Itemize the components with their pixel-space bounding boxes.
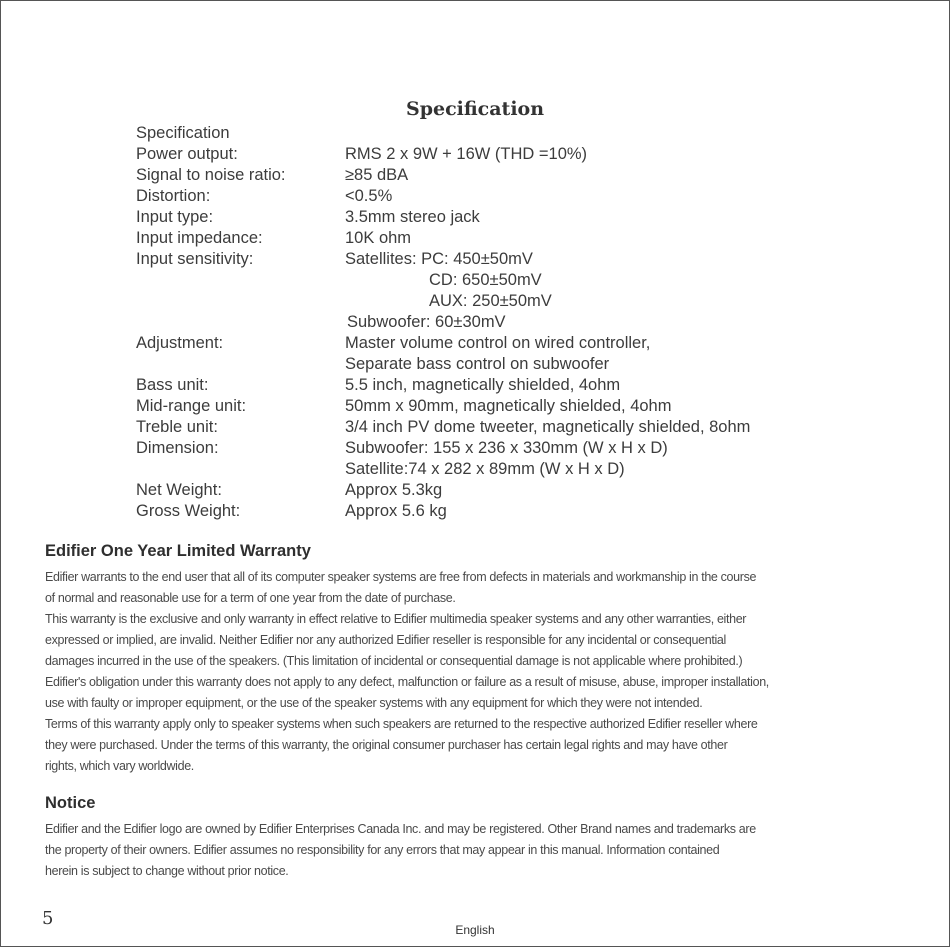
spec-value [345,186,392,207]
warranty-line: they were purchased. Under the terms of this warranty, the original consumer purchaser has certain legal rights and may have other [45,738,728,752]
spec-label: Gross Weight: [136,502,241,520]
spec-value-line: <0.5% [345,187,393,205]
spec-value [345,438,668,480]
spec-row-input-impedance [136,228,750,249]
spec-value-line: Satellites: PC: 450±50mV [345,250,533,268]
notice-text [45,819,925,882]
spec-label: Adjustment: [136,334,224,352]
spec-row-distortion [136,186,750,207]
spec-value-line: ≥85 dBA [345,166,409,184]
spec-value [345,396,671,417]
spec-value [345,501,447,522]
spec-label: Bass unit: [136,376,209,394]
warranty-title: Edifier One Year Limited Warranty [45,542,311,560]
notice-line: herein is subject to change without prior notice. [45,864,289,878]
spec-value [345,144,587,165]
spec-value-line: Satellite:74 x 282 x 89mm (W x H x D) [345,460,625,478]
spec-label: Dimension: [136,439,219,457]
spec-row-adjustment [136,333,750,375]
spec-value-line: RMS 2 x 9W + 16W (THD =10%) [345,145,588,163]
spec-value-line: Master volume control on wired controller, [345,334,651,352]
spec-label: Net Weight: [136,481,222,499]
spec-value [345,480,442,501]
warranty-line: Edifier warrants to the end user that all of its computer speaker systems are free from defects in materials and workmanship in the course [45,570,757,584]
spec-row-treble-unit [136,417,750,438]
notice-title: Notice [45,794,96,812]
spec-value-line: 3.5mm stereo jack [345,208,480,226]
spec-value-line: 10K ohm [345,229,412,247]
spec-value-line: AUX: 250±50mV [429,292,552,310]
spec-value [345,228,411,249]
footer-language: English [455,923,495,937]
spec-label: Power output: [136,145,238,163]
spec-label: Input type: [136,208,214,226]
spec-value [345,249,552,333]
spec-row-bass-unit [136,375,750,396]
warranty-line: damages incurred in the use of the speakers. (This limitation of incidental or consequential damage is not applicable where prohibited.) [45,654,743,668]
warranty-line: This warranty is the exclusive and only warranty in effect relative to Edifier multimedia speaker systems and any other warranties, either [45,612,747,626]
spec-value-line: Subwoofer: 155 x 236 x 330mm (W x H x D) [345,439,668,457]
warranty-line: Terms of this warranty apply only to speaker systems when such speakers are returned to the respective authorized Edifier reseller where [45,717,758,731]
spec-label: Signal to noise ratio: [136,166,286,184]
spec-value-line: 5.5 inch, magnetically shielded, 4ohm [345,376,621,394]
spec-value-line: Separate bass control on subwoofer [345,355,610,373]
spec-label: Input sensitivity: [136,250,254,268]
spec-value-line: Subwoofer: 60±30mV [347,313,506,331]
spec-value-line: Approx 5.6 kg [345,502,447,520]
spec-row-signal-to-noise [136,165,750,186]
spec-label: Mid-range unit: [136,397,247,415]
specification-table [136,123,750,522]
warranty-line: use with faulty or improper equipment, or the use of the speaker systems with any equipment for which they were not intended. [45,696,703,710]
spec-value [345,417,750,438]
warranty-line: of normal and reasonable use for a term of one year from the date of purchase. [45,591,456,605]
spec-row-power-output [136,144,750,165]
spec-row-input-type [136,207,750,228]
spec-value [345,333,650,375]
page-number: 5 [42,908,54,929]
spec-row-dimension [136,438,750,480]
spec-value-line: CD: 650±50mV [429,271,542,289]
spec-value-line: 50mm x 90mm, magnetically shielded, 4ohm [345,397,672,415]
warranty-line: expressed or implied, are invalid. Neither Edifier nor any authorized Edifier reseller is responsible for any incidental or consequential [45,633,726,647]
warranty-text [45,567,925,777]
specification-title: Specification [405,98,545,120]
notice-line: Edifier and the Edifier logo are owned by Edifier Enterprises Canada Inc. and may be registered. Other Brand names and trademarks are [45,822,756,836]
notice-line: the property of their owners. Edifier assumes no responsibility for any errors that may appear in this manual. Information contained [45,843,720,857]
spec-heading-row [136,123,750,144]
warranty-line: rights, which vary worldwide. [45,759,194,773]
spec-row-mid-range-unit [136,396,750,417]
spec-row-gross-weight [136,501,750,522]
spec-value [345,165,408,186]
spec-label: Input impedance: [136,229,263,247]
spec-row-net-weight [136,480,750,501]
warranty-line: Edifier's obligation under this warranty does not apply to any defect, malfunction or failure as a result of misuse, abuse, improper installation, [45,675,769,689]
spec-label: Distortion: [136,187,211,205]
spec-value [345,207,480,228]
spec-value [345,375,620,396]
spec-label: Treble unit: [136,418,218,436]
spec-heading: Specification [136,124,230,142]
spec-value-line: 3/4 inch PV dome tweeter, magnetically shielded, 8ohm [345,418,751,436]
spec-row-input-sensitivity [136,249,750,333]
spec-value-line: Approx 5.3kg [345,481,443,499]
